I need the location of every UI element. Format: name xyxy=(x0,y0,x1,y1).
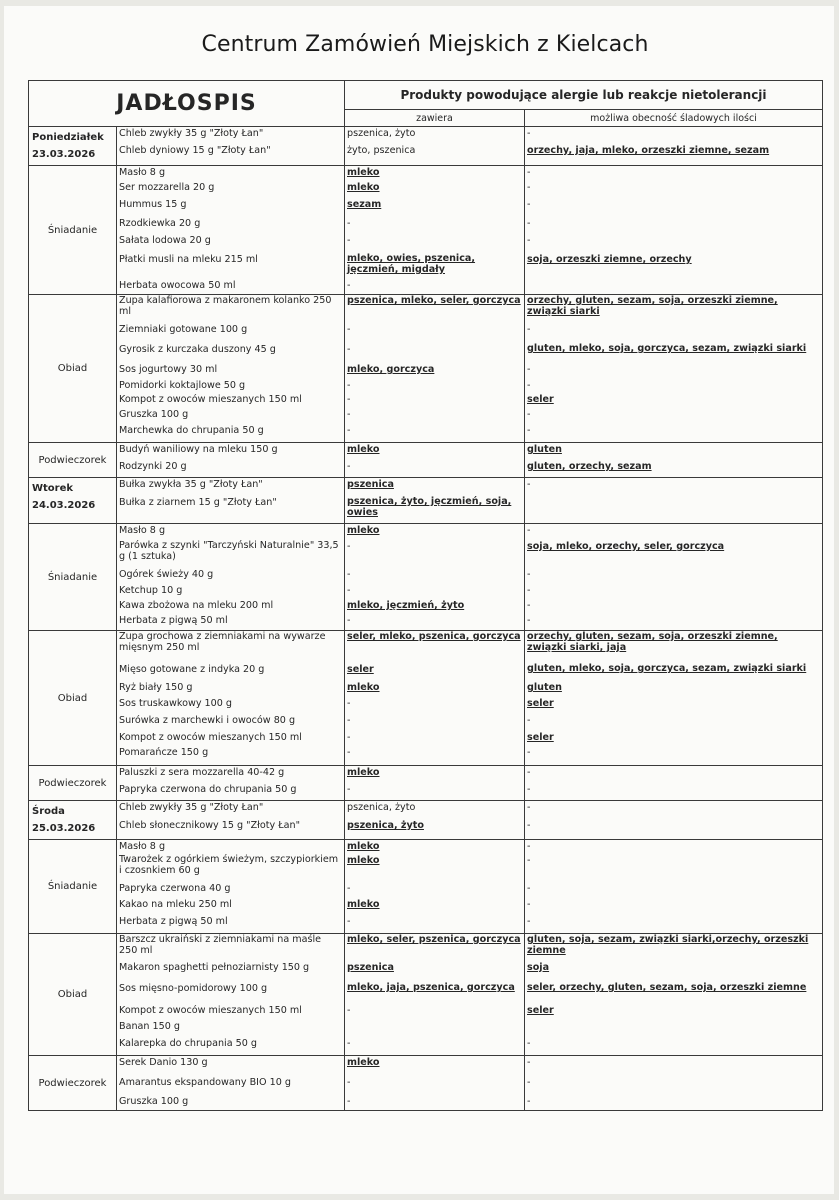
allergen-traces-cell xyxy=(525,478,823,524)
allergen-traces: - xyxy=(527,380,531,391)
allergen-traces: seler xyxy=(527,1005,554,1016)
dish-name: Kompot z owoców mieszanych 150 ml xyxy=(119,732,302,743)
allergen-contains: sezam xyxy=(347,199,382,210)
dish-name: Sos truskawkowy 100 g xyxy=(119,698,233,709)
allergen-traces: - xyxy=(527,218,531,229)
dish-name: Ketchup 10 g xyxy=(119,585,183,596)
allergen-contains: żyto, pszenica xyxy=(347,145,416,156)
allergen-contains-cell xyxy=(345,1056,525,1111)
dish-name: Herbata z pigwą 50 ml xyxy=(119,916,228,927)
dish-name: Hummus 15 g xyxy=(119,199,187,210)
dish-name: Masło 8 g xyxy=(119,167,166,178)
allergen-contains-cell xyxy=(345,295,525,443)
meal-label: Podwieczorek xyxy=(29,443,117,478)
dish-name: Ziemniaki gotowane 100 g xyxy=(119,324,248,335)
allergen-contains: - xyxy=(347,732,351,743)
allergen-contains: - xyxy=(347,394,351,405)
dish-name: Masło 8 g xyxy=(119,841,166,852)
allergen-traces: gluten, orzechy, sezam xyxy=(527,461,652,472)
allergen-contains: mleko, gorczyca xyxy=(347,364,435,375)
dish-name: Kompot z owoców mieszanych 150 ml xyxy=(119,1005,302,1016)
allergens-heading: Produkty powodujące alergie lub reakcje nietolerancji xyxy=(345,81,823,110)
allergen-contains-cell xyxy=(345,478,525,524)
allergen-contains-cell xyxy=(345,166,525,295)
allergen-traces: - xyxy=(527,767,531,778)
dish-name: Gruszka 100 g xyxy=(119,1096,189,1107)
allergen-contains: - xyxy=(347,615,351,626)
allergen-traces: - xyxy=(527,1077,531,1088)
dish-name: Budyń waniliowy na mleku 150 g xyxy=(119,444,278,455)
meal-label: Podwieczorek xyxy=(29,766,117,801)
allergen-traces: soja, orzeszki ziemne, orzechy xyxy=(527,254,692,265)
allergen-traces: - xyxy=(527,525,531,536)
dish-name-cell xyxy=(117,1056,345,1111)
dish-name: Sos mięsno-pomidorowy 100 g xyxy=(119,983,268,994)
allergen-traces: - xyxy=(527,883,531,894)
allergen-traces: - xyxy=(527,425,531,436)
allergen-traces-cell xyxy=(525,443,823,478)
dish-name: Chleb zwykły 35 g "Złoty Łan" xyxy=(119,128,264,139)
meal-row xyxy=(29,934,823,1056)
allergen-traces: gluten xyxy=(527,682,562,693)
dish-name: Makaron spaghetti pełnoziarnisty 150 g xyxy=(119,962,310,973)
allergen-contains: - xyxy=(347,698,351,709)
allergen-traces: seler xyxy=(527,698,554,709)
allergen-traces: orzechy, gluten, sezam, soja, orzeszki ziemne, związki siarki, jaja xyxy=(527,631,778,653)
day-date: 25.03.2026 xyxy=(32,823,96,834)
dish-name: Amarantus ekspandowany BIO 10 g xyxy=(119,1077,291,1088)
dish-name-cell xyxy=(117,631,345,766)
allergen-contains: - xyxy=(347,425,351,436)
allergen-contains: - xyxy=(347,1038,351,1049)
allergen-traces: - xyxy=(527,802,531,813)
meal-row xyxy=(29,478,823,524)
dish-name-cell xyxy=(117,295,345,443)
allergen-traces: gluten xyxy=(527,444,562,455)
dish-name: Pomidorki koktajlowe 50 g xyxy=(119,380,246,391)
allergen-traces: orzechy, jaja, mleko, orzeszki ziemne, sezam xyxy=(527,145,770,156)
day-name: Środa xyxy=(32,806,65,817)
allergen-contains: pszenica xyxy=(347,962,394,973)
meal-row xyxy=(29,295,823,443)
allergen-contains-cell xyxy=(345,934,525,1056)
dish-name: Parówka z szynki "Tarczyński Naturalnie" 33,5 g (1 sztuka) xyxy=(119,540,339,562)
dish-name: Herbata owocowa 50 ml xyxy=(119,280,236,291)
allergen-traces-cell xyxy=(525,934,823,1056)
dish-name-cell xyxy=(117,934,345,1056)
allergen-contains: - xyxy=(347,380,351,391)
allergen-contains: mleko xyxy=(347,182,380,193)
dish-name: Chleb dyniowy 15 g "Złoty Łan" xyxy=(119,145,271,156)
dish-name: Twarożek z ogórkiem świeżym, szczypiorkiem i czosnkiem 60 g xyxy=(119,854,339,876)
allergen-traces: gluten, mleko, soja, gorczyca, sezam, związki siarki xyxy=(527,343,807,354)
col-header-traces: możliwa obecność śladowych ilości xyxy=(525,110,823,127)
allergen-contains: pszenica, żyto xyxy=(347,820,424,831)
dish-name: Płatki musli na mleku 215 ml xyxy=(119,254,258,265)
allergen-contains: - xyxy=(347,784,351,795)
allergen-contains: mleko xyxy=(347,682,380,693)
allergen-traces: - xyxy=(527,715,531,726)
dish-name: Pomarańcze 150 g xyxy=(119,747,209,758)
dish-name-cell xyxy=(117,801,345,840)
dish-name-cell xyxy=(117,443,345,478)
allergen-contains: - xyxy=(347,409,351,420)
allergen-traces: gluten, mleko, soja, gorczyca, sezam, związki siarki xyxy=(527,663,807,674)
day-label xyxy=(29,127,117,166)
meal-label: Śniadanie xyxy=(29,840,117,934)
meal-row xyxy=(29,166,823,295)
allergen-traces xyxy=(525,496,822,523)
dish-name: Masło 8 g xyxy=(119,525,166,536)
allergen-traces-cell xyxy=(525,127,823,166)
allergen-contains: - xyxy=(347,916,351,927)
allergen-traces: - xyxy=(527,916,531,927)
allergen-contains: - xyxy=(347,747,351,758)
allergen-contains: mleko xyxy=(347,167,380,178)
dish-name: Herbata z pigwą 50 ml xyxy=(119,615,228,626)
allergen-contains: pszenica, żyto xyxy=(347,802,416,813)
allergen-contains: - xyxy=(347,585,351,596)
allergen-traces: soja xyxy=(527,962,550,973)
dish-name-cell xyxy=(117,127,345,166)
dish-name: Rodzynki 20 g xyxy=(119,461,187,472)
allergen-contains: - xyxy=(347,569,351,580)
allergen-traces xyxy=(525,1020,822,1037)
dish-name: Kalarepka do chrupania 50 g xyxy=(119,1038,257,1049)
meal-row xyxy=(29,524,823,631)
dish-name: Surówka z marchewki i owoców 80 g xyxy=(119,715,296,726)
allergen-traces: - xyxy=(527,569,531,580)
meal-label: Obiad xyxy=(29,295,117,443)
allergen-traces: seler xyxy=(527,394,554,405)
allergen-contains: - xyxy=(347,218,351,229)
meal-row xyxy=(29,127,823,166)
dish-name: Kakao na mleku 250 ml xyxy=(119,899,232,910)
allergen-traces-cell xyxy=(525,631,823,766)
allergen-traces: - xyxy=(527,167,531,178)
dish-name: Chleb słonecznikowy 15 g "Złoty Łan" xyxy=(119,820,301,831)
allergen-contains: mleko, seler, pszenica, gorczyca xyxy=(347,934,521,945)
allergen-traces: - xyxy=(527,615,531,626)
dish-name-cell xyxy=(117,166,345,295)
meal-row xyxy=(29,631,823,766)
allergen-traces xyxy=(525,279,822,294)
meal-label: Śniadanie xyxy=(29,166,117,295)
allergen-contains: mleko xyxy=(347,444,380,455)
dish-name-cell xyxy=(117,766,345,801)
allergen-contains: mleko, jaja, pszenica, gorczyca xyxy=(347,982,515,993)
dish-name: Ogórek świeży 40 g xyxy=(119,569,214,580)
allergen-traces: seler, orzechy, gluten, sezam, soja, orzeszki ziemne xyxy=(527,982,807,993)
allergen-contains: mleko xyxy=(347,1057,380,1068)
col-header-contains: zawiera xyxy=(345,110,525,127)
menu-table xyxy=(28,80,823,1111)
dish-name: Serek Danio 130 g xyxy=(119,1057,208,1068)
allergen-traces: orzechy, gluten, sezam, soja, orzeszki ziemne, związki siarki xyxy=(527,295,778,317)
page-title: Centrum Zamówień Miejskich z Kielcach xyxy=(201,32,649,57)
dish-name-cell xyxy=(117,840,345,934)
allergen-contains: - xyxy=(347,461,351,472)
allergen-traces: - xyxy=(527,899,531,910)
allergen-traces: - xyxy=(527,409,531,420)
allergen-contains: - xyxy=(347,715,351,726)
meal-row xyxy=(29,443,823,478)
meal-label: Obiad xyxy=(29,934,117,1056)
dish-name: Kompot z owoców mieszanych 150 ml xyxy=(119,394,302,405)
dish-name: Papryka czerwona 40 g xyxy=(119,883,231,894)
day-name: Poniedziałek xyxy=(32,132,104,143)
meal-row xyxy=(29,801,823,840)
allergen-contains: - xyxy=(347,1096,351,1107)
allergen-contains: - xyxy=(347,344,351,355)
allergen-contains: mleko xyxy=(347,899,380,910)
allergen-contains xyxy=(345,1020,524,1037)
allergen-contains: - xyxy=(347,1077,351,1088)
allergen-traces-cell xyxy=(525,801,823,840)
dish-name: Barszcz ukraiński z ziemniakami na maśle 250 ml xyxy=(119,934,322,956)
allergen-contains: seler xyxy=(347,664,374,675)
allergen-contains-cell xyxy=(345,524,525,631)
allergen-contains: mleko xyxy=(347,767,380,778)
allergen-contains: - xyxy=(347,235,351,246)
allergen-contains-cell xyxy=(345,443,525,478)
dish-name: Banan 150 g xyxy=(119,1021,181,1032)
meal-row xyxy=(29,1056,823,1111)
allergen-contains: mleko, owies, pszenica, jęczmień, migdały xyxy=(347,253,476,275)
allergen-contains-cell xyxy=(345,840,525,934)
dish-name: Kawa zbożowa na mleku 200 ml xyxy=(119,600,274,611)
allergen-traces: - xyxy=(527,820,531,831)
allergen-contains: pszenica, mleko, seler, gorczyca xyxy=(347,295,521,306)
dish-name: Paluszki z sera mozzarella 40-42 g xyxy=(119,767,285,778)
dish-name: Bułka z ziarnem 15 g "Złoty Łan" xyxy=(119,497,277,508)
allergen-contains: mleko xyxy=(347,525,380,536)
meal-row xyxy=(29,840,823,934)
menu-title: JADŁOSPIS xyxy=(29,81,345,127)
allergen-traces: - xyxy=(527,1096,531,1107)
allergen-traces: - xyxy=(527,199,531,210)
allergen-traces: - xyxy=(527,855,531,866)
allergen-traces: seler xyxy=(527,732,554,743)
allergen-traces: - xyxy=(527,585,531,596)
allergen-traces: - xyxy=(527,841,531,852)
dish-name: Mięso gotowane z indyka 20 g xyxy=(119,664,265,675)
allergen-traces: gluten, soja, sezam, związki siarki,orzechy, orzeszki ziemne xyxy=(527,934,809,956)
dish-name: Sos jogurtowy 30 ml xyxy=(119,364,218,375)
allergen-traces: - xyxy=(527,1057,531,1068)
allergen-contains-cell xyxy=(345,766,525,801)
dish-name: Marchewka do chrupania 50 g xyxy=(119,425,264,436)
dish-name: Ryż biały 150 g xyxy=(119,682,193,693)
dish-name: Gyrosik z kurczaka duszony 45 g xyxy=(119,344,276,355)
meal-label: Obiad xyxy=(29,631,117,766)
allergen-contains: - xyxy=(347,541,351,552)
allergen-traces: soja, mleko, orzechy, seler, gorczyca xyxy=(527,541,725,552)
menu-body xyxy=(29,127,823,1111)
meal-row xyxy=(29,766,823,801)
allergen-traces: - xyxy=(527,324,531,335)
allergen-contains: mleko xyxy=(347,855,380,866)
day-name: Wtorek xyxy=(32,483,74,494)
dish-name: Chleb zwykły 35 g "Złoty Łan" xyxy=(119,802,264,813)
allergen-traces-cell xyxy=(525,766,823,801)
allergen-traces: - xyxy=(527,600,531,611)
day-label xyxy=(29,478,117,524)
dish-name: Bułka zwykła 35 g "Złoty Łan" xyxy=(119,479,263,490)
allergen-contains-cell xyxy=(345,801,525,840)
day-label xyxy=(29,801,117,840)
dish-name-cell xyxy=(117,524,345,631)
dish-name: Zupa kalafiorowa z makaronem kolanko 250 ml xyxy=(119,295,332,317)
allergen-traces: - xyxy=(527,784,531,795)
allergen-traces-cell xyxy=(525,166,823,295)
dish-name: Gruszka 100 g xyxy=(119,409,189,420)
allergen-contains: seler, mleko, pszenica, gorczyca xyxy=(347,631,521,642)
allergen-traces-cell xyxy=(525,840,823,934)
allergen-traces-cell xyxy=(525,1056,823,1111)
allergen-contains: pszenica, żyto xyxy=(347,128,416,139)
day-date: 23.03.2026 xyxy=(32,149,96,160)
dish-name: Sałata lodowa 20 g xyxy=(119,235,211,246)
meal-label: Podwieczorek xyxy=(29,1056,117,1111)
dish-name: Papryka czerwona do chrupania 50 g xyxy=(119,784,297,795)
allergen-traces-cell xyxy=(525,524,823,631)
allergen-contains: pszenica xyxy=(347,479,394,490)
allergen-traces: - xyxy=(527,182,531,193)
allergen-traces: - xyxy=(527,128,531,139)
allergen-contains: - xyxy=(347,280,351,291)
allergen-traces: - xyxy=(527,1038,531,1049)
allergen-contains: - xyxy=(347,1005,351,1016)
allergen-contains: mleko, jęczmień, żyto xyxy=(347,600,465,611)
allergen-traces: - xyxy=(527,364,531,375)
day-date: 24.03.2026 xyxy=(32,500,96,511)
dish-name: Ser mozzarella 20 g xyxy=(119,182,215,193)
allergen-traces: - xyxy=(527,479,531,490)
allergen-contains: pszenica, żyto, jęczmień, soja, owies xyxy=(347,496,512,518)
dish-name-cell xyxy=(117,478,345,524)
allergen-traces-cell xyxy=(525,295,823,443)
meal-label: Śniadanie xyxy=(29,524,117,631)
dish-name: Rzodkiewka 20 g xyxy=(119,218,201,229)
allergen-contains: - xyxy=(347,324,351,335)
allergen-contains: mleko xyxy=(347,841,380,852)
dish-name: Zupa grochowa z ziemniakami na wywarze mięsnym 250 ml xyxy=(119,631,326,653)
allergen-contains-cell xyxy=(345,631,525,766)
allergen-contains: - xyxy=(347,883,351,894)
allergen-traces: - xyxy=(527,747,531,758)
allergen-traces: - xyxy=(527,235,531,246)
allergen-contains-cell xyxy=(345,127,525,166)
